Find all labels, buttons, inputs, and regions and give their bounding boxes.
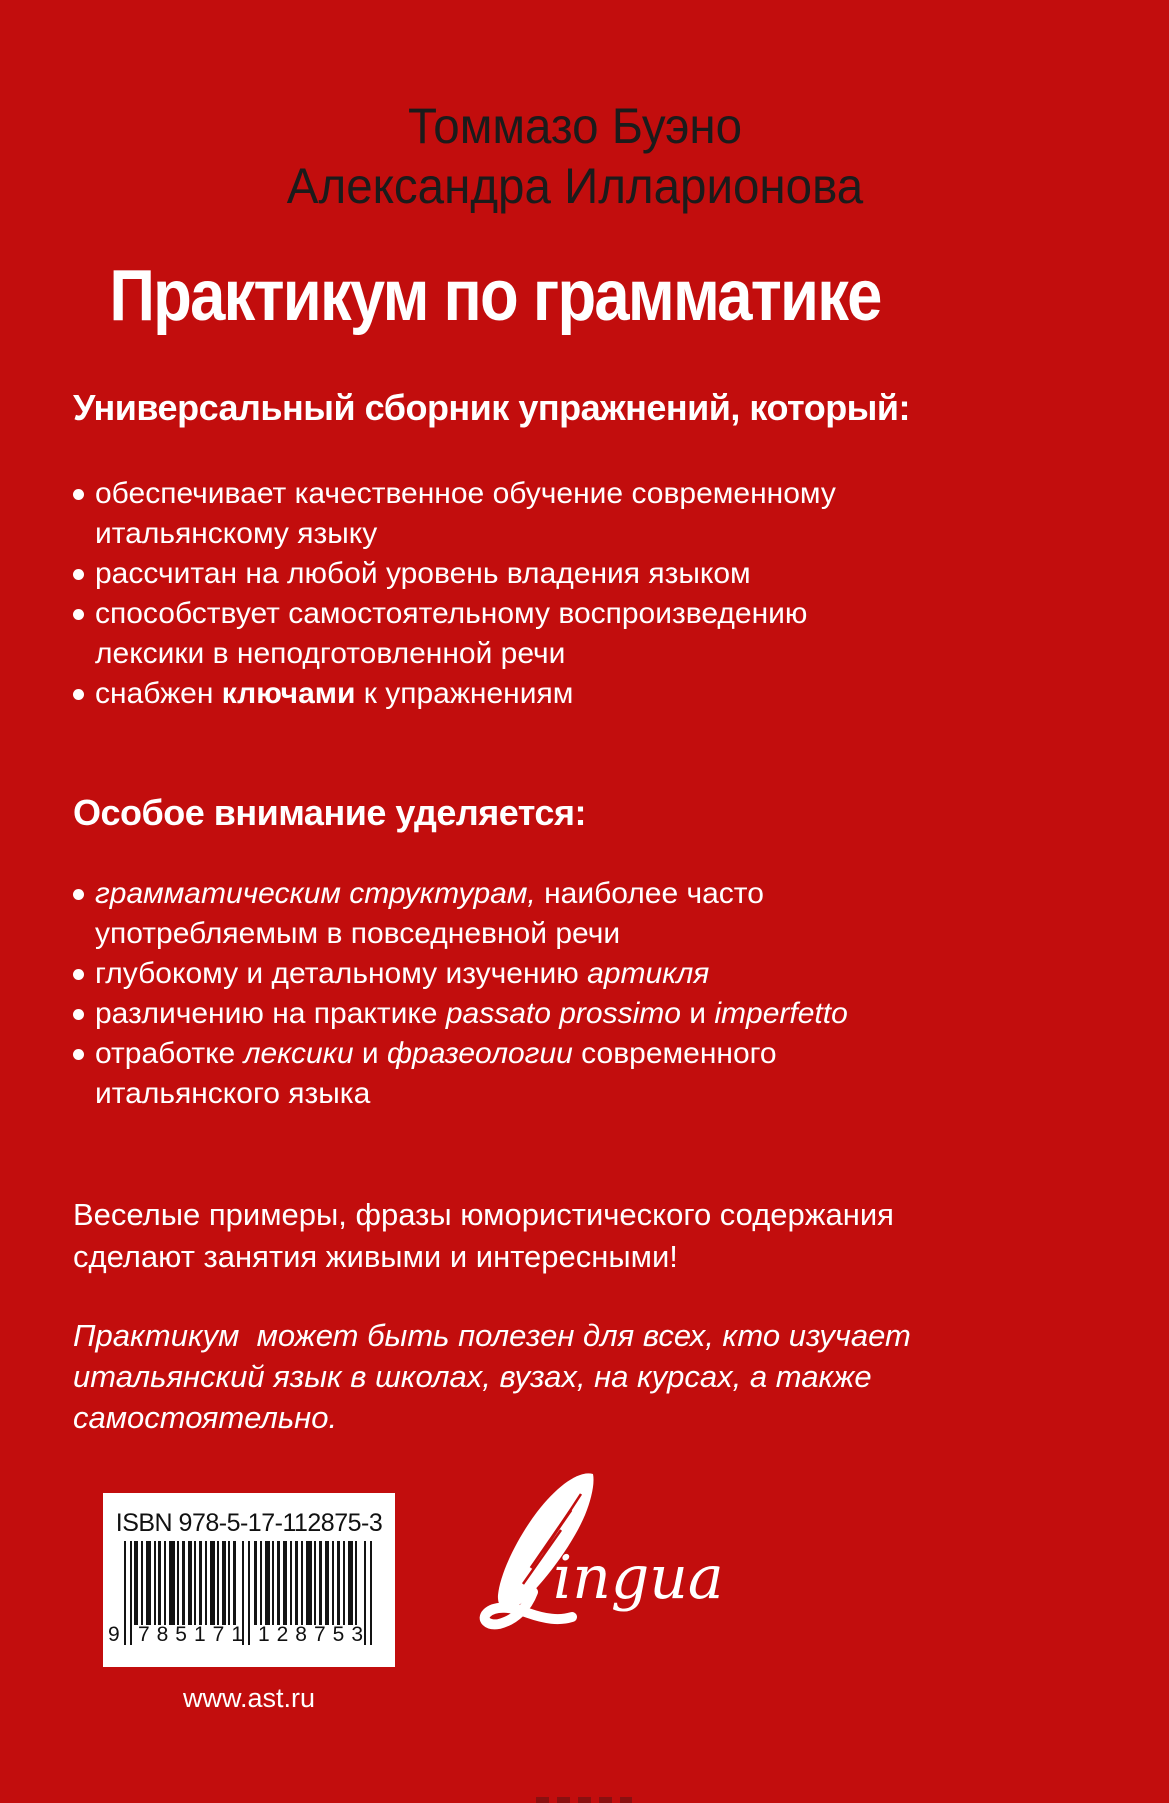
bullet-segment: современного <box>572 1037 777 1070</box>
bullet-segment: и <box>353 1037 387 1070</box>
barcode-digit-group2: 128753 <box>257 1623 371 1646</box>
bullet-segment-italic: лексики <box>243 1037 354 1070</box>
bullet-item <box>73 554 836 594</box>
section1-heading: Универсальный сборник упражнений, который: <box>73 387 911 428</box>
bullet-text <box>95 594 807 674</box>
bullet-item <box>73 474 836 554</box>
section1-bullets <box>73 474 836 714</box>
bullet-segment-italic: фразеологии <box>386 1037 573 1070</box>
bullet-item <box>73 874 848 954</box>
bullet-dot <box>73 889 84 900</box>
bullet-segment: рассчитан на любой уровень владения языком <box>95 557 751 590</box>
bullet-text <box>95 1034 777 1114</box>
bullet-segment: употребляемым в повседневной речи <box>95 917 621 950</box>
bullet-segment: отработке <box>95 1037 244 1070</box>
bullet-text <box>95 874 764 954</box>
logo-script-text: ingua <box>553 1543 724 1613</box>
bullet-segment: итальянского языка <box>95 1077 371 1110</box>
bullet-segment: лексики в неподготовленной речи <box>95 637 566 670</box>
section2-bullets <box>73 874 848 1114</box>
barcode-digit-lead: 9 <box>108 1623 120 1646</box>
bullet-item <box>73 994 848 1034</box>
bullet-segment: различению на практике <box>95 997 446 1030</box>
bullet-item <box>73 954 848 994</box>
bullet-text <box>95 954 709 994</box>
paragraph-fun-examples <box>73 1194 894 1278</box>
bullet-segment: снабжен <box>95 677 222 710</box>
bullet-segment: к упражнениям <box>355 677 574 710</box>
paragraph-usage <box>73 1315 911 1438</box>
publisher-website: www.ast.ru <box>182 1683 316 1713</box>
bullet-segment: наиболее часто <box>535 877 764 910</box>
bullet-item <box>73 1034 848 1114</box>
bullet-dot <box>73 689 84 700</box>
bullet-dot <box>73 569 84 580</box>
bullet-item <box>73 594 836 674</box>
bullet-segment: глубокому и детальному изучению <box>95 957 588 990</box>
bullet-dot <box>73 489 84 500</box>
bullet-segment-italic: imperfetto <box>714 997 848 1030</box>
bullet-text <box>95 674 573 714</box>
bullet-item <box>73 674 836 714</box>
barcode-digit-group1: 785171 <box>137 1623 251 1646</box>
bullet-text <box>95 554 751 594</box>
book-title: Практикум по грамматике <box>109 256 881 336</box>
bullet-segment-italic: артикля <box>587 957 710 990</box>
isbn-number: ISBN 978-5-17-112875-3 <box>115 1509 383 1537</box>
bullet-segment: и <box>680 997 715 1030</box>
cropped-bottom-print-marks <box>536 1797 632 1803</box>
section2-heading: Особое внимание уделяется: <box>73 792 586 833</box>
bullet-text <box>95 994 848 1034</box>
author-name-1: Томмазо Буэно <box>407 98 743 154</box>
lingua-publisher-logo <box>475 1468 735 1638</box>
isbn-barcode-box <box>103 1493 395 1667</box>
paragraph-line: Практикум может быть полезен для всех, кто изучает <box>73 1318 911 1353</box>
bullet-dot <box>73 1049 84 1060</box>
barcode-digits <box>108 1623 374 1646</box>
paragraph-line: сделают занятия живыми и интересными! <box>73 1239 678 1274</box>
bullet-segment-bold: ключами <box>221 677 356 710</box>
paragraph-line: самостоятельно. <box>73 1400 338 1435</box>
bullet-dot <box>73 1009 84 1020</box>
authors-block <box>29 96 1122 216</box>
paragraph-line: Веселые примеры, фразы юмористического содержания <box>73 1197 894 1232</box>
bullet-segment: обеспечивает качественное обучение современному <box>95 477 836 510</box>
bullet-text <box>95 474 836 554</box>
bullet-dot <box>73 969 84 980</box>
paragraph-line: итальянский язык в школах, вузах, на курсах, а также <box>73 1359 872 1394</box>
bullet-segment-italic: грамматическим структурам, <box>95 877 536 910</box>
bullet-segment-italic: passato prossimo <box>445 997 681 1030</box>
bullet-segment: способствует самостоятельному воспроизведению <box>95 597 808 630</box>
bullet-dot <box>73 609 84 620</box>
author-name-2: Александра Илларионова <box>286 158 864 214</box>
bullet-segment: итальянскому языку <box>95 517 378 550</box>
